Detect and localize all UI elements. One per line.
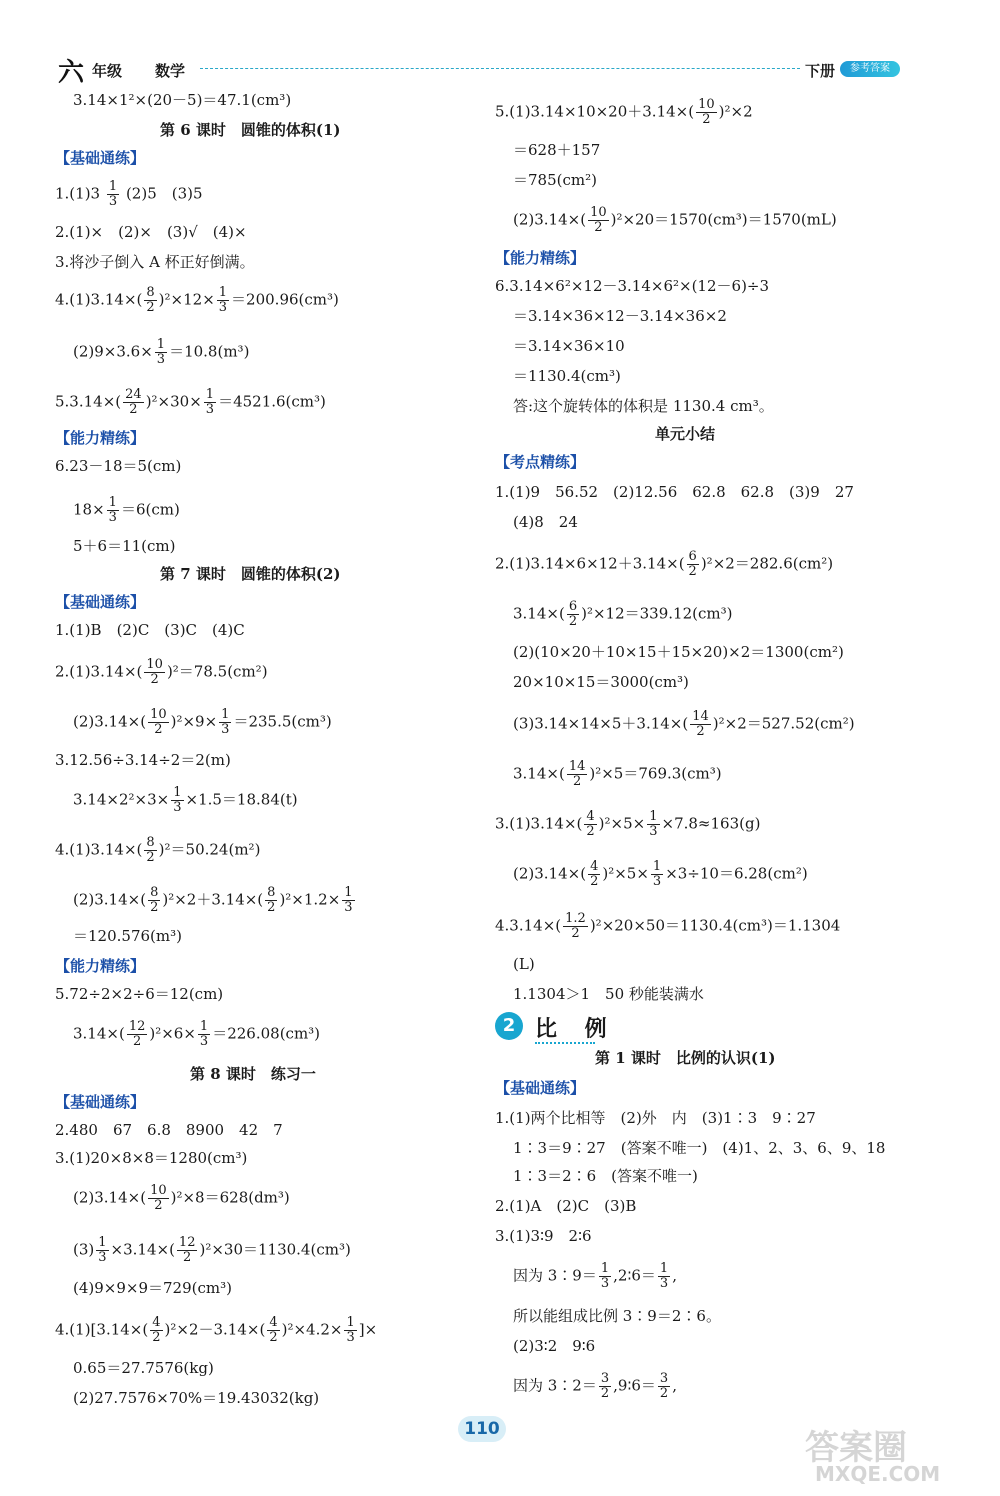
fraction: $\frac{14}{2}$ [692,709,709,739]
answer-line: 5＋6＝11(cm) [73,537,176,555]
fraction: $\frac{4}{2}$ [269,1315,278,1345]
answer-line: 3.12.56÷3.14÷2＝2(m) [55,751,231,769]
fraction: $\frac{8}{2}$ [150,885,159,915]
fraction: $\frac{4}{2}$ [586,809,595,839]
answer-line: 所以能组成比例 3∶9＝2∶6。 [513,1307,721,1325]
answer-badge: 参考答案 [840,61,900,77]
section-heading: 【基础通练】 [495,1079,586,1097]
fraction: $\frac{1}{3}$ [344,885,353,915]
answer-line: 因为 3∶2＝ $\frac{3}{2}$ ,9∶6＝ $\frac{3}{2}$ , [513,1371,677,1401]
fraction: $\frac{4}{2}$ [152,1315,161,1345]
page-header [50,58,900,88]
fraction: $\frac{12}{2}$ [178,1235,196,1265]
fraction: $\frac{1}{3}$ [652,859,662,889]
answer-line: 1.(1)B (2)C (3)C (4)C [55,621,245,639]
answer-line: (2)3.14×( $\frac{10}{2}$ )²×8＝628(dm³) [73,1183,290,1213]
section-heading: 【基础通练】 [55,1093,146,1111]
answer-line: (2)3.14×( $\frac{10}{2}$ )²×9× $\frac{1}{3}$ ＝235.5(cm³) [73,707,332,737]
header-divider [200,68,800,69]
fraction: $\frac{14}{2}$ [568,759,586,789]
answer-line: 4.(1)3.14×( $\frac{8}{2}$ )²＝50.24(m²) [55,835,261,865]
answer-line: 5.(1)3.14×10×20＋3.14×( $\frac{10}{2}$ )²×2 [495,97,753,127]
answer-line: 4.(1)[3.14×( $\frac{4}{2}$ )²×2－3.14×( $\frac{4}{2}$ )²×4.2× $\frac{1}{3}$ ]× [55,1315,378,1345]
fraction: $\frac{10}{2}$ [146,657,163,687]
answer-line: 3.(1)3∶9 2∶6 [495,1227,592,1245]
lesson-title: 第 7 课时 圆锥的体积(2) [160,565,341,583]
answer-line: 答:这个旋转体的体积是 1130.4 cm³。 [513,397,774,415]
answer-line: 1.1304＞1 50 秒能装满水 [513,985,704,1003]
fraction: $\frac{3}{2}$ [600,1371,610,1401]
fraction: $\frac{1}{3}$ [173,785,182,815]
fraction: $\frac{3}{2}$ [659,1371,669,1401]
answer-line: (2)3.14×( $\frac{10}{2}$ )²×20＝1570(cm³)＝1570(mL) [513,205,837,235]
answer-line: (4)9×9×9＝729(cm³) [73,1279,232,1297]
answer-line: (2)9×3.6× $\frac{1}{3}$ ＝10.8(m³) [73,337,250,367]
fraction: $\frac{1}{3}$ [659,1261,669,1291]
answer-line: 3.14×( $\frac{14}{2}$ )²×5＝769.3(cm³) [513,759,722,789]
fraction: $\frac{1}{3}$ [649,809,658,839]
answer-line: 3.14×2²×3× $\frac{1}{3}$ ×1.5＝18.84(t) [73,785,298,815]
answer-line: 18× $\frac{1}{3}$ ＝6(cm) [73,495,180,525]
fraction: $\frac{8}{2}$ [146,835,155,865]
fraction: $\frac{1}{3}$ [108,179,118,209]
section-heading: 【能力精练】 [55,429,146,447]
unit-heading [495,1010,915,1044]
answer-line: 6.3.14×6²×12－3.14×6²×(12－6)÷3 [495,277,770,295]
fraction: $\frac{10}{2}$ [590,205,607,235]
fraction: $\frac{12}{2}$ [128,1019,146,1049]
fraction: $\frac{1.2}{2}$ [565,911,586,941]
fraction: $\frac{1}{3}$ [205,387,215,417]
fraction: $\frac{24}{2}$ [125,387,142,417]
grade-label: 年级 [92,62,123,80]
fraction: $\frac{6}{2}$ [568,599,578,629]
answer-line: (2)3.14×( $\frac{4}{2}$ )²×5× $\frac{1}{3}$ ×3÷10＝6.28(cm²) [513,859,808,889]
answer-line: 4.3.14×( $\frac{1.2}{2}$ )²×20×50＝1130.4(cm³)＝1.1304 [495,911,841,941]
answer-line: ＝628＋157 [513,141,601,159]
unit-number-badge: 2 [495,1012,523,1040]
answer-line: 4.(1)3.14×( $\frac{8}{2}$ )²×12× $\frac{1}{3}$ ＝200.96(cm³) [55,285,339,315]
answer-line: 1.(1)9 56.52 (2)12.56 62.8 62.8 (3)9 27 [495,483,854,501]
fraction: $\frac{1}{3}$ [108,495,117,525]
answer-line: (3) $\frac{1}{3}$ ×3.14×( $\frac{12}{2}$ )²×30＝1130.4(cm³) [73,1235,351,1265]
fraction: $\frac{1}{3}$ [98,1235,107,1265]
answer-line: 3.14×1²×(20－5)＝47.1(cm³) [73,91,292,109]
fraction: $\frac{1}{3}$ [218,285,228,315]
fraction: $\frac{8}{2}$ [146,285,155,315]
answer-line: (2)(10×20＋10×15＋15×20)×2＝1300(cm²) [513,643,844,661]
lesson-title: 第 1 课时 比例的认识(1) [595,1049,776,1067]
fraction: $\frac{10}{2}$ [150,1183,167,1213]
answer-line: 1.(1)3 $\frac{1}{3}$ (2)5 (3)5 [55,179,203,209]
unit-underline [535,1042,595,1044]
answer-line: 3.将沙子倒入 A 杯正好倒满。 [55,253,255,271]
fraction: $\frac{10}{2}$ [150,707,167,737]
answer-line: (2)3.14×( $\frac{8}{2}$ )²×2＋3.14×( $\frac{8}{2}$ )²×1.2× $\frac{1}{3}$ [73,885,353,915]
volume-label: 下册 [805,62,836,80]
unit-title: 比 例 [535,1016,617,1042]
answer-line: 2.(1)3.14×( $\frac{10}{2}$ )²＝78.5(cm²) [55,657,268,687]
answer-line: 3.(1)3.14×( $\frac{4}{2}$ )²×5× $\frac{1}{3}$ ×7.8≈163(g) [495,809,761,839]
answer-line: 3.14×( $\frac{6}{2}$ )²×12＝339.12(cm³) [513,599,733,629]
fraction: $\frac{1}{3}$ [221,707,230,737]
answer-line: 1.(1)两个比相等 (2)外 内 (3)1∶3 9∶27 [495,1109,816,1127]
answer-line: ＝3.14×36×10 [513,337,625,355]
answer-line: ＝1130.4(cm³) [513,367,621,385]
answer-line: (2)3∶2 9∶6 [513,1337,596,1355]
answer-line: (4)8 24 [513,513,578,531]
answer-line: 6.23－18＝5(cm) [55,457,182,475]
answer-line: 0.65＝27.7576(kg) [73,1359,214,1377]
section-heading: 【基础通练】 [55,593,146,611]
fraction: $\frac{6}{2}$ [688,549,697,579]
answer-line: 2.480 67 6.8 8900 42 7 [55,1121,283,1139]
lesson-title: 第 6 课时 圆锥的体积(1) [160,121,341,139]
fraction: $\frac{4}{2}$ [590,859,599,889]
answer-line: (L) [513,955,535,973]
answer-line: 5.72÷2×2÷6＝12(cm) [55,985,224,1003]
grade-glyph: 六 [58,58,85,88]
answer-line: 1∶3＝9∶27 (答案不唯一) (4)1、2、3、6、9、18 [513,1139,886,1157]
fraction: $\frac{1}{3}$ [199,1019,209,1049]
answer-line: (2)27.7576×70%＝19.43032(kg) [73,1389,320,1407]
section-heading: 【能力精练】 [55,957,146,975]
answer-line: 1∶3＝2∶6 (答案不唯一) [513,1167,698,1185]
lesson-title: 单元小结 [655,425,716,443]
fraction: $\frac{1}{3}$ [600,1261,610,1291]
section-heading: 【基础通练】 [55,149,146,167]
answer-line: 20×10×15＝3000(cm³) [513,673,689,691]
lesson-title: 第 8 课时 练习一 [190,1065,316,1083]
subject-label: 数学 [155,62,186,80]
answer-line: (3)3.14×14×5＋3.14×( $\frac{14}{2}$ )²×2＝527.52(cm²) [513,709,855,739]
fraction: $\frac{1}{3}$ [156,337,166,367]
answer-line: ＝3.14×36×12－3.14×36×2 [513,307,727,325]
section-heading: 【能力精练】 [495,249,586,267]
answer-line: 2.(1)× (2)× (3)√ (4)× [55,223,247,241]
answer-line: 5.3.14×( $\frac{24}{2}$ )²×30× $\frac{1}{3}$ ＝4521.6(cm³) [55,387,326,417]
fraction: $\frac{1}{3}$ [346,1315,355,1345]
answer-line: ＝785(cm²) [513,171,597,189]
answer-line: 2.(1)A (2)C (3)B [495,1197,637,1215]
answer-line: 3.(1)20×8×8＝1280(cm³) [55,1149,248,1167]
watermark-logo: 答案圈 MXQE.COM [805,1428,941,1486]
answer-line: 2.(1)3.14×6×12＋3.14×( $\frac{6}{2}$ )²×2＝282.6(cm²) [495,549,834,579]
fraction: $\frac{10}{2}$ [698,97,715,127]
page-number: 110 [458,1416,506,1442]
answer-line: ＝120.576(m³) [73,927,182,945]
section-heading: 【考点精练】 [495,453,586,471]
answer-line: 3.14×( $\frac{12}{2}$ )²×6× $\frac{1}{3}$ ＝226.08(cm³) [73,1019,321,1049]
fraction: $\frac{8}{2}$ [267,885,276,915]
answer-line: 因为 3∶9＝ $\frac{1}{3}$ ,2∶6＝ $\frac{1}{3}$ , [513,1261,677,1291]
